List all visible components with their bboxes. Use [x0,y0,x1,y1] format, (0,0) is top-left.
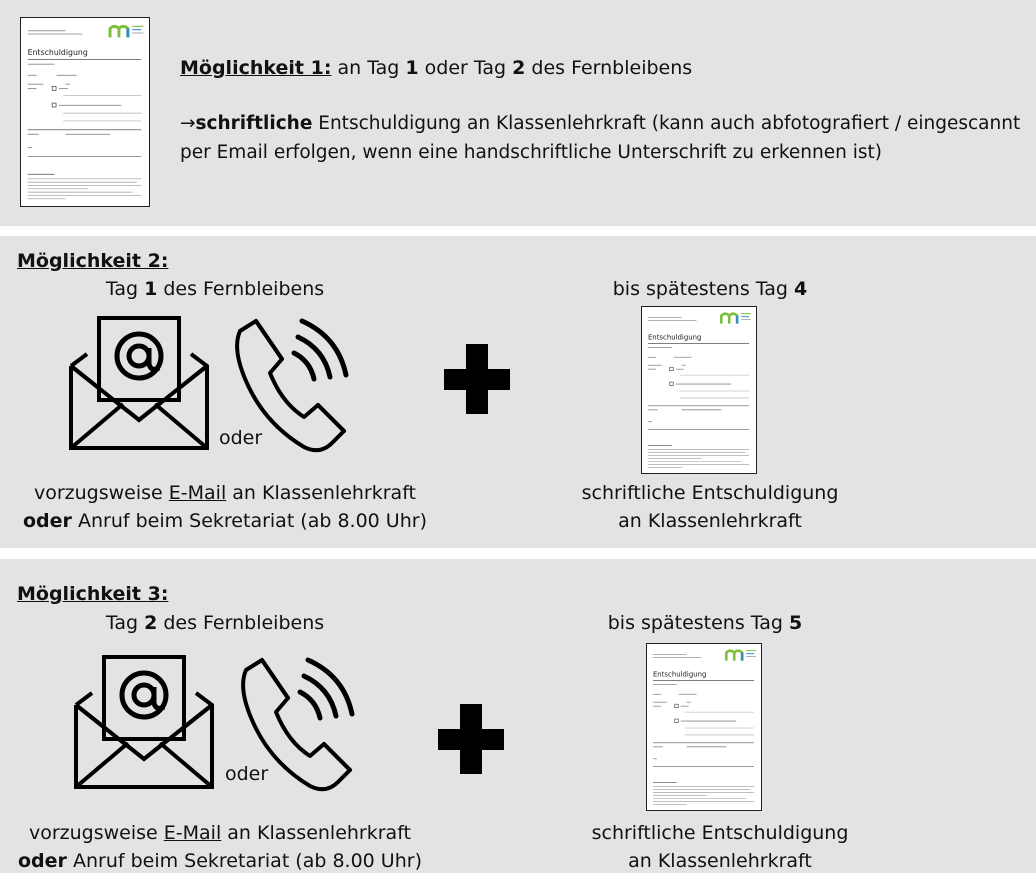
day-number: 4 [794,278,808,300]
text-fragment: bis spätestens Tag [612,278,794,300]
day-number: 1 [405,57,419,79]
text-fragment: Tag [105,612,145,634]
form-heading: Entschuldigung [27,48,88,58]
phone-icon [240,656,356,794]
email-label: E-Mail [163,822,222,844]
section2-bottom-left-line2 [20,508,430,534]
text-fragment: des Fernbleibens [157,278,325,300]
section2-bottom-left-line1 [20,480,430,506]
phone-icon [234,317,350,455]
oder-label: oder [225,763,269,785]
text-fragment: vorzugsweise [28,822,164,844]
form-thumbnail [20,17,150,207]
section2-right-heading [560,276,860,302]
plus-icon [444,344,510,414]
section-moeglichkeit-3 [0,559,1036,873]
text-fragment: an Tag [337,57,406,79]
text-fragment: des Fernbleibens [525,57,693,79]
form-thumbnail [641,306,757,474]
text-fragment: oder Tag [418,57,513,79]
text-fragment: des Fernbleibens [157,612,325,634]
arrow-icon: → [180,113,196,134]
section3-right-heading [555,610,855,636]
section1-line1 [180,55,692,81]
day-number: 2 [512,57,526,79]
section-moeglichkeit-1 [0,0,1036,226]
text-fragment: schriftliche [195,113,313,134]
email-label: E-Mail [168,482,227,504]
oder-label: oder [219,427,263,449]
text-fragment: vorzugsweise [33,482,169,504]
section-moeglichkeit-2 [0,236,1036,548]
section2-bottom-right-line1: schriftliche Entschuldigung [581,482,839,504]
day-number: 2 [144,612,158,634]
section1-title: Möglichkeit 1: [180,57,332,79]
plus-icon [438,704,504,774]
day-number: 1 [144,278,158,300]
section1-line3: per Email erfolgen, wenn eine handschriftliche Unterschrift zu erkennen ist) [180,142,882,163]
section3-left-heading [60,610,370,636]
form-heading: Entschuldigung [647,333,702,342]
text-fragment: an Klassenlehrkraft [226,482,417,504]
section2-title: Möglichkeit 2: [17,250,169,272]
day-number: 5 [789,612,803,634]
section2-bottom-right-line2: an Klassenlehrkraft [618,510,802,532]
form-thumbnail [646,643,762,811]
section1-line2 [180,111,1020,137]
envelope-at-icon [67,316,211,452]
section3-bottom-right-line2: an Klassenlehrkraft [628,850,812,872]
text-fragment: Tag [105,278,145,300]
section2-left-heading [60,276,370,302]
text-fragment: Entschuldigung an Klassenlehrkraft (kann auch abfotografiert / eingescannt [312,113,1021,134]
section3-bottom-left-line1 [15,820,425,846]
text-fragment: Anruf beim Sekretariat (ab 8.00 Uhr) [71,510,427,532]
section3-title: Möglichkeit 3: [17,583,169,605]
text-fragment: an Klassenlehrkraft [221,822,412,844]
text-fragment: Anruf beim Sekretariat (ab 8.00 Uhr) [66,850,422,872]
envelope-at-icon [72,655,216,791]
text-fragment: bis spätestens Tag [607,612,789,634]
form-heading: Entschuldigung [652,670,707,679]
section3-bottom-right-line1: schriftliche Entschuldigung [591,822,849,844]
text-fragment: oder [18,850,67,872]
text-fragment: oder [23,510,72,532]
section3-bottom-left-line2 [15,848,425,874]
